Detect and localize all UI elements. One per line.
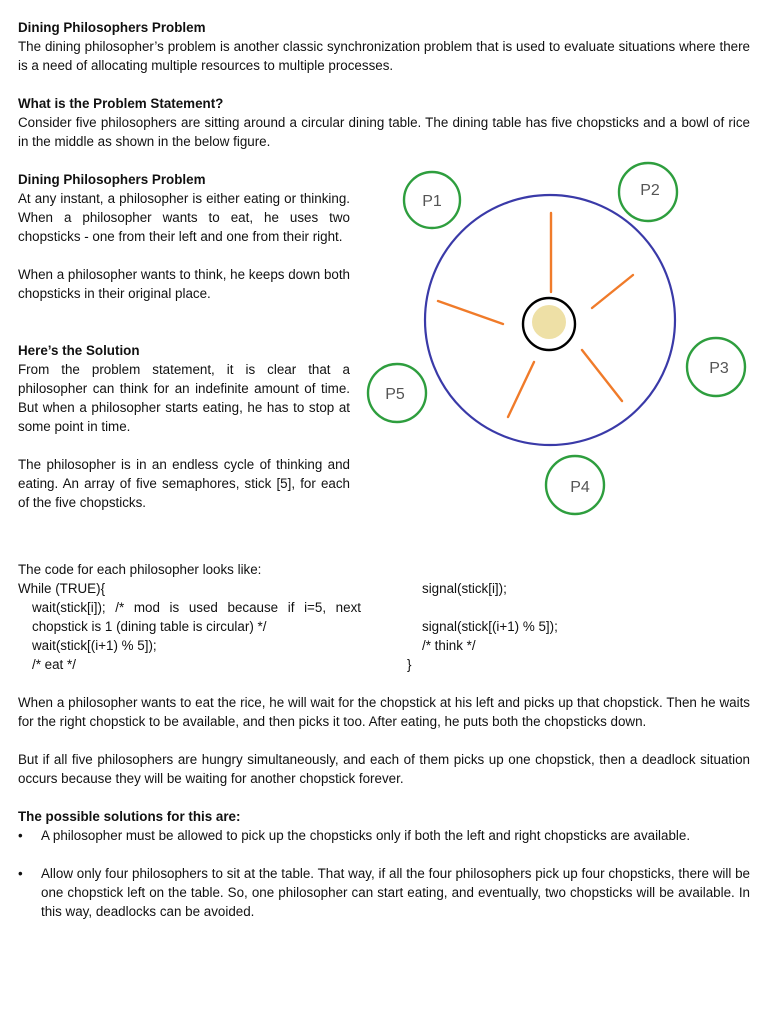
code-right-column — [400, 579, 600, 674]
code-line: } — [407, 657, 412, 672]
chopstick — [438, 301, 503, 324]
code-left-column — [18, 579, 361, 674]
philosopher-p4 — [546, 456, 604, 514]
code-line: /* think */ — [422, 638, 476, 653]
statement-heading: What is the Problem Statement? — [18, 96, 224, 111]
rice-bowl — [523, 298, 575, 350]
dining-table-figure — [360, 160, 760, 520]
code-line: While (TRUE){ — [18, 581, 106, 596]
philosopher-label: P1 — [422, 193, 442, 210]
philosopher-label: P5 — [385, 386, 405, 403]
code-line: /* eat */ — [32, 657, 76, 672]
code-intro: The code for each philosopher looks like: — [18, 562, 262, 577]
solution-paragraph-1: From the problem statement, it is clear that a philosopher can think for an indefinite amount of time. But when a philosopher starts eating, he has to stop at some point in time. — [18, 362, 350, 434]
problem-heading: Dining Philosophers Problem — [18, 172, 206, 187]
list-item-text: A philosopher must be allowed to pick up the chopsticks only if both the left and right chopsticks are available. — [41, 828, 691, 843]
intro-paragraph: The dining philosopher’s problem is another classic synchronization problem that is used to evaluate situations where there is a need of allocating multiple resources to multiple processes. — [18, 39, 750, 73]
list-item-text: Allow only four philosophers to sit at the table. That way, if all the four philosophers pick up four chopsticks, there will be one chopstick left on the table. So, one philosopher can start eating, and eventually, two chopsticks will be available. In this way, deadlocks can be avoided. — [41, 866, 750, 919]
code-line: wait(stick[(i+1) % 5]); — [32, 638, 157, 653]
code-line: wait(stick[i]); /* mod is used because if i=5, next chopstick is 1 (dining table is circular) */ — [32, 600, 361, 634]
statement-paragraph: Consider five philosophers are sitting around a circular dining table. The dining table has five chopsticks and a bowl of rice in the middle as shown in the below figure. — [18, 115, 750, 149]
philosopher-label: P2 — [640, 182, 660, 199]
chopstick — [582, 350, 622, 401]
doc-title: Dining Philosophers Problem — [18, 20, 206, 35]
philosopher-p2 — [619, 163, 677, 221]
rice — [532, 305, 566, 339]
statement-section — [18, 94, 750, 151]
solution-heading: Here’s the Solution — [18, 343, 140, 358]
philosopher-label: P4 — [570, 479, 590, 496]
philosopher-p3 — [687, 338, 745, 396]
chopstick — [592, 275, 633, 308]
problem-paragraph-2: When a philosopher wants to think, he keeps down both chopsticks in their original place. — [18, 267, 351, 301]
code-line: signal(stick[i]); — [422, 581, 507, 596]
solutions-list — [18, 826, 750, 921]
explain-paragraph-1: When a philosopher wants to eat the rice, he will wait for the chopstick at his left and picks up that chopstick. Then he waits for the right chopstick to be available, and then picks it too. After eating, he puts both the chopsticks down. — [18, 695, 750, 729]
philosopher-p5 — [368, 364, 426, 422]
problem-section — [18, 170, 350, 303]
solutions-heading: The possible solutions for this are: — [18, 809, 241, 824]
solution-paragraph-2: The philosopher is in an endless cycle of thinking and eating. An array of five semaphores, stick [5], for each of the five chopsticks. — [18, 457, 350, 510]
problem-paragraph-1: At any instant, a philosopher is either eating or thinking. When a philosopher wants to eat, he uses two chopsticks - one from their left and one from their right. — [18, 191, 350, 244]
code-blank-line — [400, 598, 600, 617]
solution-section — [18, 341, 350, 512]
explain-paragraph-2: But if all five philosophers are hungry simultaneously, and each of them picks up one chopstick, then a deadlock situation occurs because they will be waiting for another chopstick forever. — [18, 752, 750, 786]
bullet-icon: • — [18, 866, 23, 881]
list-item — [18, 864, 750, 921]
philosopher-label: P3 — [709, 360, 729, 377]
philosopher-p1 — [404, 172, 460, 228]
bullet-icon: • — [18, 828, 23, 843]
code-line: signal(stick[(i+1) % 5]); — [422, 619, 558, 634]
list-item — [18, 826, 750, 845]
chopstick — [508, 362, 534, 417]
intro-section — [18, 18, 750, 75]
